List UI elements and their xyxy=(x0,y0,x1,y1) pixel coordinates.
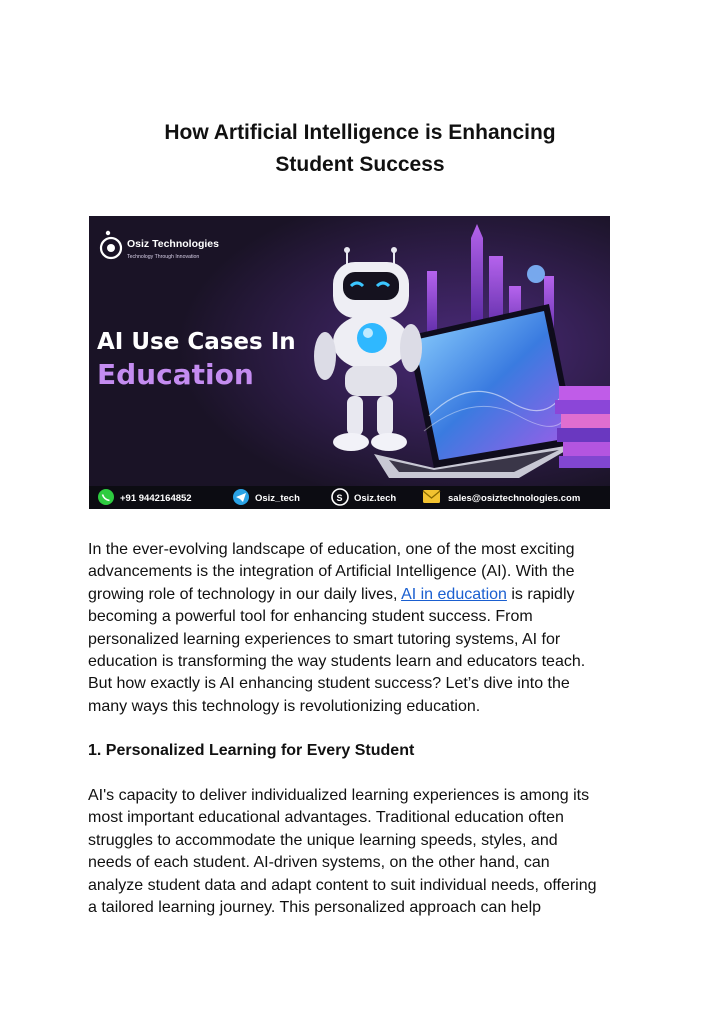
brand-name: Osiz Technologies xyxy=(127,238,219,250)
paragraph-line: But how exactly is AI enhancing student success? Let’s dive into the xyxy=(88,675,570,693)
paragraph-line: advancements is the integration of Artificial Intelligence (AI). With the xyxy=(88,563,575,581)
paragraph-text-segment: is rapidly xyxy=(511,585,575,603)
paragraph-line: AI's capacity to deliver individualized learning experiences is among its xyxy=(88,787,590,804)
contact-email: sales@osiztechnologies.com xyxy=(448,493,581,504)
books-illustration xyxy=(555,386,610,468)
paragraph-line: personalized learning experiences to smart tutoring systems, AI for xyxy=(88,630,561,648)
page-title xyxy=(60,117,660,181)
paragraph-line: analyze student data and adapt content to suit individual needs, offering xyxy=(88,876,597,894)
paragraph-line: needs of each student. AI-driven systems, on the other hand, can xyxy=(88,854,550,872)
paragraph-line: struggles to accommodate the unique learning speeds, styles, and xyxy=(88,831,558,849)
paragraph-line: becoming a powerful tool for enhancing student success. From xyxy=(88,608,533,626)
contact-phone: +91 9442164852 xyxy=(120,493,192,504)
paragraph-line: In the ever-evolving landscape of education, one of the most exciting xyxy=(88,541,575,558)
section-paragraph xyxy=(88,785,633,919)
intro-paragraph xyxy=(88,539,633,718)
paragraph-line: many ways this technology is revolutionizing education. xyxy=(88,697,481,715)
whatsapp-icon xyxy=(98,489,114,505)
contact-skype: Osiz.tech xyxy=(354,493,397,504)
banner-graphic xyxy=(89,216,610,509)
brand-tagline: Technology Through Innovation xyxy=(127,254,200,260)
ai-in-education-link[interactable]: AI in education xyxy=(401,585,507,603)
banner-headline-line-1: AI Use Cases In xyxy=(97,329,296,355)
paragraph-text-segment: growing role of technology in our daily lives, xyxy=(88,585,402,603)
banner-headline-line-2: Education xyxy=(97,358,254,391)
paragraph-line-with-link xyxy=(88,584,633,606)
email-icon xyxy=(423,490,440,503)
telegram-icon xyxy=(233,489,249,505)
paragraph-line: a tailored learning journey. This personalized approach can help xyxy=(88,899,542,917)
title-line-1: How Artificial Intelligence is Enhancing xyxy=(164,121,556,144)
paragraph-line: education is transforming the way students learn and educators teach. xyxy=(88,653,586,671)
paragraph-line: most important educational advantages. Traditional education often xyxy=(88,809,564,827)
svg-text:S: S xyxy=(336,493,343,503)
title-line-2: Student Success xyxy=(275,153,445,176)
section-heading: 1. Personalized Learning for Every Student xyxy=(88,742,415,759)
banner-image xyxy=(89,216,610,509)
contact-telegram: Osiz_tech xyxy=(255,493,300,504)
